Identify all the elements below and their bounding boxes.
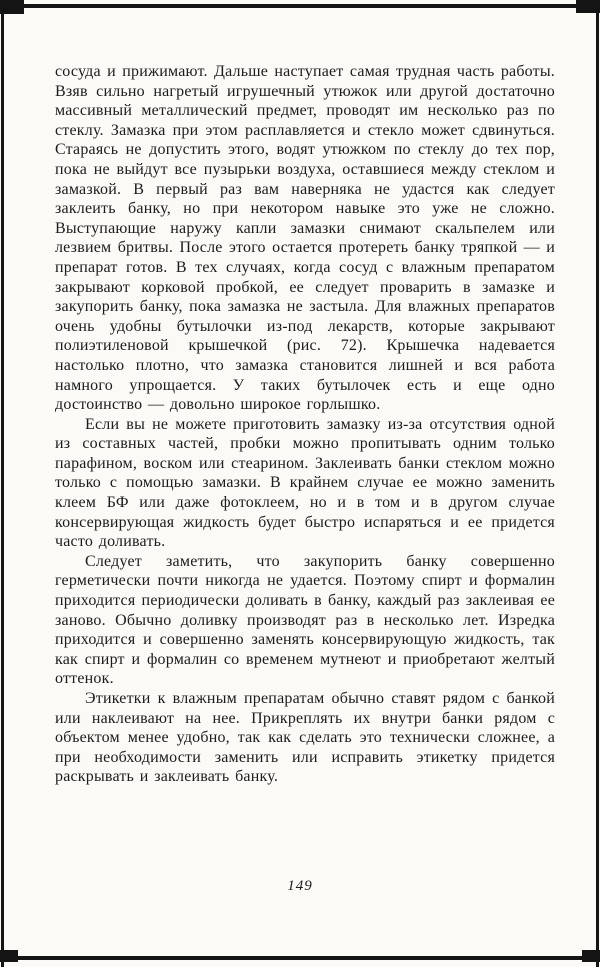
- page-number: 149: [287, 878, 313, 894]
- paragraph-continuation: сосуда и прижимают. Дальше наступает самая трудная часть работы. Взяв сильно нагретый игрушечный утюжок или другой достаточно массивный металлический предмет, проводят им несколько раз по стеклу. Замазка при этом расплавляется и стекло может сдвинуться. Стараясь не допустить этого, водят утюжком по стеклу до тех пор, пока не выйдут все пузырьки воздуха, оставшиеся между стеклом и замазкой. В первый раз вам наверняка не удастся как следует заклеить банку, но при некотором навыке это уже не сложно. Выступающие наружу капли замазки снимают скальпелем или лезвием бритвы. После этого остается протереть банку тряпкой — и препарат готов. В тех случаях, когда сосуд с влажным препаратом закрывают корковой пробкой, ее следует проварить в замазке и закупорить банку, пока замазка не застыла. Для влажных препаратов очень удобны бутылочки из-под лекарств, которые закрывают полиэтиленовой крышечкой (рис. 72). Крышечка надевается настолько плотно, что замазка становится лишней и вся работа намного упрощается. У таких бутылочек есть и еще одно достоинство — довольно широкое горлышко.: [55, 63, 555, 414]
- scan-corner-top-left: [0, 0, 24, 14]
- scan-edge-top: [0, 4, 600, 8]
- scan-corner-top-right: [576, 0, 600, 13]
- scan-corner-bottom-left: [0, 950, 18, 962]
- text-block: [55, 62, 555, 787]
- scan-corner-bottom-right: [582, 950, 600, 962]
- paragraph: Если вы не можете приготовить замазку из-за отсутствия одной из составных частей, пробки можно пропитывать одним только парафином, воском или стеарином. Заклеивать банки стеклом можно только с помощью замазки. В крайнем случае ее можно заменить клеем БФ или даже фотоклеем, но и в том и в другом случае консервирующая жидкость будет быстро испаряться и ее придется часто доливать.: [55, 415, 555, 551]
- paragraph: Следует заметить, что закупорить банку совершенно герметически почти никогда не удается. Поэтому спирт и формалин приходится периодически доливать в банку, каждый раз заклеивая ее заново. Обычно доливку производят раз в несколько лет. Изредка приходится и совершенно заменять консервирующую жидкость, так как спирт и формалин со временем мутнеют и приобретают желтый оттенок.: [55, 552, 555, 688]
- paragraph: Этикетки к влажным препаратам обычно ставят рядом с банкой или наклеивают на нее. Прикреплять их внутри банки рядом с объектом менее удобно, так как сделать это технически сложнее, а при необходимости заменить или исправить этикетку придется раскрывать и заклеивать банку.: [55, 690, 555, 786]
- scan-edge-right: [596, 0, 599, 967]
- scan-edge-left: [1, 0, 4, 967]
- scan-edge-bottom: [4, 956, 596, 960]
